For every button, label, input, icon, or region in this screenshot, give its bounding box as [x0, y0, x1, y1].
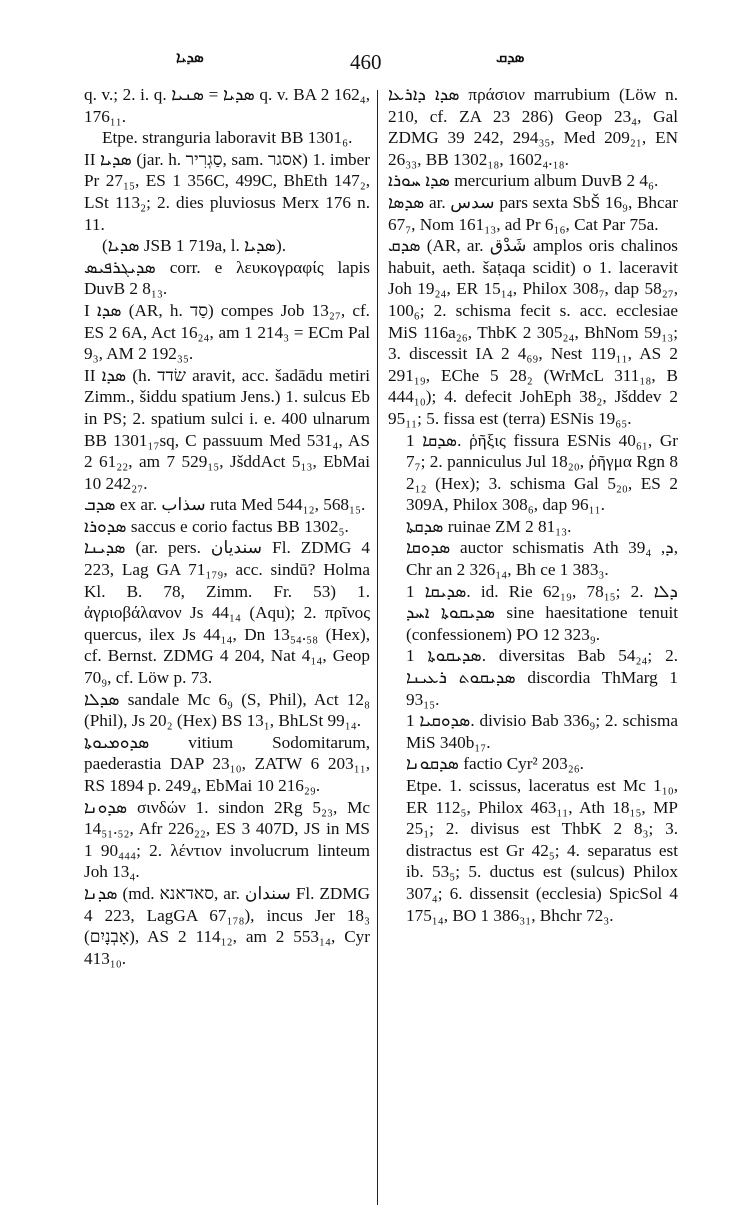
dictionary-entry: ܣܕܘܩܐ auctor schismatis Ath ܕ, 39₄, Chr an 2 326₁₄, Bh ce 1 383₃. — [406, 538, 679, 580]
dictionary-entry: q. v.; 2. i. q. ܣܕܝܐ = ܣܢܝܐ q. v. BA 2 162₄, 176₁₁. — [84, 85, 370, 126]
dictionary-entry: ܣܕܩܐ 1. ῥῆξις fissura ESNis 40₆₁, Gr 7₇; 2. panniculus Jul 18₂₀, ῥῆγμα Rgn 8 2₁₂ (Hex); 3. schisma Gal 5₂₀, ES 2 309A, Philox 308₆, dap 96₁₁. — [406, 430, 678, 515]
dictionary-entry: II ܣܕܝܐ (jar. h. סַגְרִיר, sam. אסגר) 1. imber Pr 27₁₅, ES 1 356C, 499C, BhEth 147₂, LSt 113₂; 2. dies pluviosus Merx 176 n. 11. — [84, 149, 371, 234]
page-number: 460 — [350, 50, 382, 74]
dictionary-entry: ܣܕܘܢܐ σινδών 1. sindon 2Rg 5₂₃, Mc 14₅₁.₅₂, Afr 226₂₂, ES 3 407D, JS in MS 1 90₄₄₄; 2. λέντιον involucrum linteum Joh 13₄. — [84, 797, 370, 882]
dictionary-entry: ܣܕܐ ܕܐܪܥܐ πράσιον marrubium (Löw n. 210, cf. ZA 23 286) Geop 23₄, Gal ZDMG 39 242, 294₃₅, Med 209₂₁, EN 26₃₃, BB 1302₁₈, 1602₄.₁₈. — [388, 85, 678, 169]
dictionary-entry: ܣܕܐ ܚܘܪܐ mercurium album DuvB 2 4₆. — [388, 171, 659, 191]
dictionary-entry: ܣܕܠܐ sandale Mc 6₉ (S, Phil), Act 12₈ (Phil), Js 20₂ (Hex) BS 13₁, BhLSt 99₁₄. — [84, 689, 370, 731]
dictionary-entry: (ܣܕܝܐ JSB 1 719a, l. ܣܕܝܐ). — [102, 236, 286, 256]
dictionary-entry: ܣܕܣܐ ar. سدس pars sexta SbŠ 16₉, Bhcar 67₇, Nom 161₁₃, ad Pr 6₁₆, Cat Par 75a. — [388, 192, 678, 234]
dictionary-entry: ܣܕܘܩܝܐ 1. divisio Bab 336₉; 2. schisma MiS 340b₁₇. — [406, 711, 679, 752]
dictionary-entry: ܣܕܩܬܐ ruinae ZM 2 81₁₃. — [406, 516, 572, 536]
dictionary-entry: ܣܕܝܓܪܦܝܣ corr. e λευκογραφίς lapis DuvB 2 8₁₃. — [84, 257, 370, 299]
dictionary-entry: ܣܕܝܩܐ 1. id. Rie 62₁₉, 78₁₅; 2. ܕܠܐ ܣܕܝܩܘܬܐ ܐܚܕ sine haesitatione tenuit (confessionem) PO 12 323₉. — [406, 581, 678, 644]
dictionary-entry: ܣܕܝܢܐ (ar. pers. سندیان Fl. ZDMG 4 223, Lag GA 71₁₇₉, acc. sindū? Holma Kl. B. 78, Zimm. Fr. 53) 1. ἀγριοβάλανον Js 44₁₄ (Aqu); 2. πρῖνος quercus, ilex Js 44₁₄, Dn 13₅₄.₅₈ (Hex), cf. Bernst. ZDMG 4 204, Nat 4₁₄, Geop 70₉, cf. Löw p. 73. — [84, 538, 370, 688]
dictionary-entry: ܣܕܩܘܢܐ factio Cyr² 203₂₆. — [406, 754, 584, 774]
dictionary-entry: Etpe. 1. scissus, laceratus est Mc 1₁₀, ER 112₅, Philox 463₁₁, Ath 18₁₅, MP 25₁; 2. divisus est ThbK 2 8₃; 3. distractus est Gr 42₅; 4. separatus est ib. 53₅; 5. ductus est (sulcus) Philox 307₄; 6. dissensit (ecclesia) SpicSol 4 175₁₄, BO 1 386₃₁, Bhchr 72₃. — [406, 776, 678, 925]
right-column — [388, 84, 678, 926]
dictionary-entry: Etpe. stranguria laboravit BB 1301₆. — [102, 128, 353, 148]
dictionary-entry: ܣܕܘܪܐ saccus e corio factus BB 1302₅. — [84, 516, 349, 536]
column-divider — [377, 90, 378, 1205]
dictionary-entry: ܣܕܘܡܝܘܬܐ vitium Sodomitarum, paederastia DAP 23₁₀, ZATW 6 203₁₁, RS 1894 p. 249₄, EbMai 10 216₂₉. — [84, 732, 370, 795]
left-column — [84, 84, 370, 969]
dictionary-entry: II ܣܕܐ (h. שׂדד aravit, acc. šadādu metiri Zimm., šiddu spatium Jens.) 1. sulcus Eb in PS; 2. spatium sulci i. e. 400 ulnarum BB 1301₁₇sq, C passuum Med 531₄, AS 2 61₂₂, am 7 529₁₅, JšddAct 5₁₃, EbMai 10 242₂₇. — [84, 365, 370, 493]
dictionary-entry: I ܣܕܐ (AR, h. סַד) compes Job 13₂₇, cf. ES 2 6A, Act 16₂₄, am 1 214₃ = ECm Pal 9₃, AM 2 192₃₅. — [84, 300, 370, 364]
dictionary-entry: ܣܕܢܐ (md. סאדאנא, ar. سندان Fl. ZDMG 4 223, LagGA 67₁₇₈), incus Jer 18₃ (אָבְנָיִם), AS 2 114₁₂, am 2 553₁₄, Cyr 413₁₀. — [84, 883, 371, 968]
running-head-right: ܣܕܩ — [496, 48, 525, 66]
running-head-left: ܣܕܝܐ — [176, 48, 204, 66]
page-header — [0, 46, 750, 76]
dictionary-entry: ܣܕܒ ex ar. سذاب ruta Med 544₁₂, 568₁₅. — [84, 495, 366, 515]
dictionary-entry: ܣܕܩ (AR, ar. شَدْق amplos oris chalinos habuit, aeth. šaṭaqa scidit) o 1. laceravit Joh 19₂₄, ER 15₁₄, Philox 308₇, dap 58₂₇, 100₆; 2. schisma fecit s. acc. ecclesiae MiS 116a₂₆, ThbK 2 305₂₄, BhNom 59₁₃; 3. discessit IA 2 4₆₉, Nest 119₁₁, AS 2 291₁₉, EChe 5 28₂ (WrMcL 311₁₈, B 444₁₀); 4. defecit JohEph 38₂, Jšddev 2 95₁₁; 5. fissa est (terra) ESNis 19₆₅. — [388, 236, 678, 428]
dictionary-entry: ܣܕܝܩܘܬܐ 1. diversitas Bab 54₂₄; 2. ܣܕܝܩܘܬ ܪܥܝܢܐ discordia ThMarg 1 93₁₅. — [406, 646, 679, 709]
